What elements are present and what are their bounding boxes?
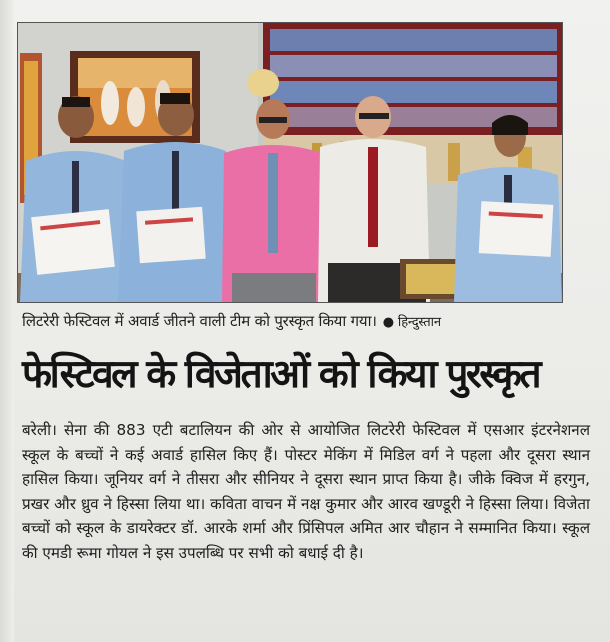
- photo-credit: ● हिन्दुस्तान: [382, 315, 441, 330]
- article-body: बरेली। सेना की 883 एटी बटालियन की ओर से आयोजित लिटरेरी फेस्टिवल में एसआर इंटरनेशनल स्कूल के बच्चों ने कई अवार्ड हासिल किए हैं। पोस्टर मेकिंग में मिडिल वर्ग ने पहला और दूसरा स्थान हासिल किया। जूनियर वर्ग ने तीसरा और सीनियर ने दूसरा स्थान प्राप्त किया है। जीके क्विज में हरगुन, प्रखर और ध्रुव ने हिस्सा लिया था। कविता वाचन में नक्ष कुमार और आरव खण्डूरी ने हिस्सा लिया। विजेता बच्चों को स्कूल के डायरेक्टर डॉ. आरके शर्मा और प्रिंसिपल अमित आर चौहान ने सम्मानित किया। स्कूल की एमडी रूमा गोयल ने इस उपलब्धि पर सभी को बधाई दी है।: [22, 421, 590, 562]
- certificate-icon: [31, 209, 115, 275]
- photo-caption-text: लिटरेरी फेस्टिवल में अवार्ड जीतने वाली टीम को पुरस्कृत किया गया।: [22, 312, 377, 330]
- page-fold-shadow: [0, 0, 14, 642]
- photo-caption: [22, 311, 582, 335]
- news-photo: [17, 22, 563, 303]
- certificate-icon: [479, 201, 554, 257]
- headline: फेस्टिवल के विजेताओं को किया पुरस्कृत: [22, 352, 540, 397]
- certificate-icon: [136, 207, 205, 263]
